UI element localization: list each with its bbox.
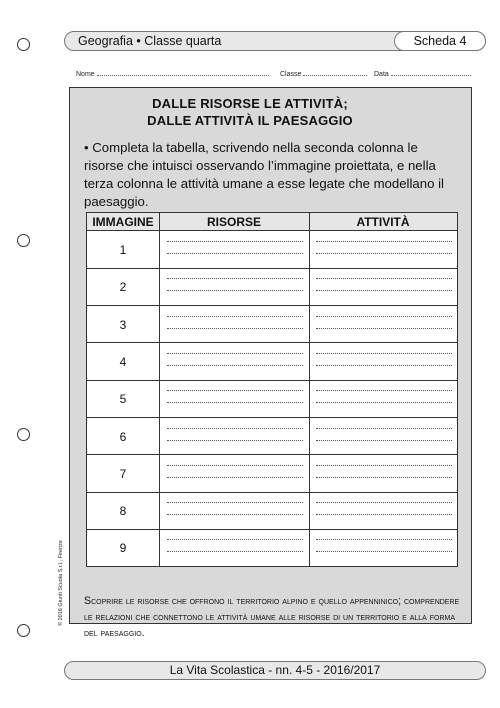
resources-write-line[interactable] xyxy=(167,477,303,478)
image-number: 7 xyxy=(119,466,127,481)
image-number: 8 xyxy=(119,504,127,519)
activities-write-line[interactable] xyxy=(316,390,452,391)
class-field[interactable] xyxy=(280,69,367,78)
resources-write-line[interactable] xyxy=(167,241,303,242)
resources-write-line[interactable] xyxy=(167,328,303,329)
instruction-text: • Completa la tabella, scrivendo nella seconda colonna le risorse che intuisci osservando l’immagine proiettata, e nella terza colonna le attività umane a esse legate che modellano il paesaggio. xyxy=(84,140,444,209)
header-bar xyxy=(64,31,486,51)
title-line-1: DALLE RISORSE LE ATTIVITÀ; xyxy=(152,96,348,111)
resources-write-line[interactable] xyxy=(167,428,303,429)
activities-write-line[interactable] xyxy=(316,551,452,552)
activities-write-line[interactable] xyxy=(316,290,452,291)
sheet-label: Scheda 4 xyxy=(394,31,486,51)
activities-write-line[interactable] xyxy=(316,253,452,254)
activities-write-line[interactable] xyxy=(316,278,452,279)
resources-write-line[interactable] xyxy=(167,551,303,552)
image-number: 5 xyxy=(119,392,127,407)
image-number: 3 xyxy=(119,317,127,332)
image-number: 6 xyxy=(119,429,127,444)
resources-write-line[interactable] xyxy=(167,253,303,254)
activities-write-line[interactable] xyxy=(316,440,452,441)
row-divider xyxy=(87,529,457,530)
image-number: 1 xyxy=(119,243,127,257)
resources-write-line[interactable] xyxy=(167,440,303,441)
resources-write-line[interactable] xyxy=(167,539,303,540)
row-divider xyxy=(87,454,457,455)
resources-write-line[interactable] xyxy=(167,402,303,403)
activities-write-line[interactable] xyxy=(316,328,452,329)
row-divider xyxy=(87,380,457,381)
activities-write-line[interactable] xyxy=(316,353,452,354)
activities-write-line[interactable] xyxy=(316,402,452,403)
footer-bar: La Vita Scolastica - nn. 4-5 - 2016/2017 xyxy=(64,661,486,680)
name-label: Nome xyxy=(76,71,95,78)
date-field[interactable] xyxy=(374,69,471,78)
image-number: 9 xyxy=(119,541,127,556)
column-divider xyxy=(309,213,310,566)
activities-write-line[interactable] xyxy=(316,502,452,503)
row-divider xyxy=(87,492,457,493)
row-divider xyxy=(87,342,457,343)
image-number: 4 xyxy=(119,354,127,369)
activities-write-line[interactable] xyxy=(316,539,452,540)
class-label: Classe xyxy=(280,71,302,78)
learning-objective: Scoprire le risorse che offrono il territorio alpino e quello appenninico; comprendere le relazioni che connettono le attività umane alle risorse di un territorio e alla forma del paesaggio. xyxy=(84,595,460,639)
title-line-2: DALLE ATTIVITÀ IL PAESAGGIO xyxy=(147,113,353,128)
row-divider xyxy=(87,305,457,306)
copyright-text: © 2016 Giunti Scuola S.r.l., Firenze xyxy=(58,540,64,626)
resources-write-line[interactable] xyxy=(167,290,303,291)
binder-hole xyxy=(17,38,30,51)
row-divider xyxy=(87,417,457,418)
activities-write-line[interactable] xyxy=(316,465,452,466)
subject-label: Geografia • Classe quarta xyxy=(78,34,222,48)
binder-hole xyxy=(17,624,30,637)
resources-write-line[interactable] xyxy=(167,390,303,391)
binder-hole xyxy=(17,234,30,247)
activities-write-line[interactable] xyxy=(316,514,452,515)
name-field[interactable] xyxy=(76,69,269,78)
row-divider xyxy=(87,268,457,269)
header-image: IMMAGINE xyxy=(87,213,159,231)
answer-table xyxy=(86,212,458,567)
resources-write-line[interactable] xyxy=(167,502,303,503)
image-number: 2 xyxy=(119,280,127,295)
binder-hole xyxy=(17,428,30,441)
resources-write-line[interactable] xyxy=(167,514,303,515)
activities-write-line[interactable] xyxy=(316,428,452,429)
column-divider xyxy=(159,213,160,566)
header-resources: RISORSE xyxy=(159,213,309,231)
resources-write-line[interactable] xyxy=(167,278,303,279)
activities-write-line[interactable] xyxy=(316,365,452,366)
date-label: Data xyxy=(374,71,389,78)
activities-write-line[interactable] xyxy=(316,316,452,317)
resources-write-line[interactable] xyxy=(167,465,303,466)
resources-write-line[interactable] xyxy=(167,353,303,354)
resources-write-line[interactable] xyxy=(167,316,303,317)
header-activities: ATTIVITÀ xyxy=(309,213,457,231)
activities-write-line[interactable] xyxy=(316,477,452,478)
resources-write-line[interactable] xyxy=(167,365,303,366)
activities-write-line[interactable] xyxy=(316,241,452,242)
